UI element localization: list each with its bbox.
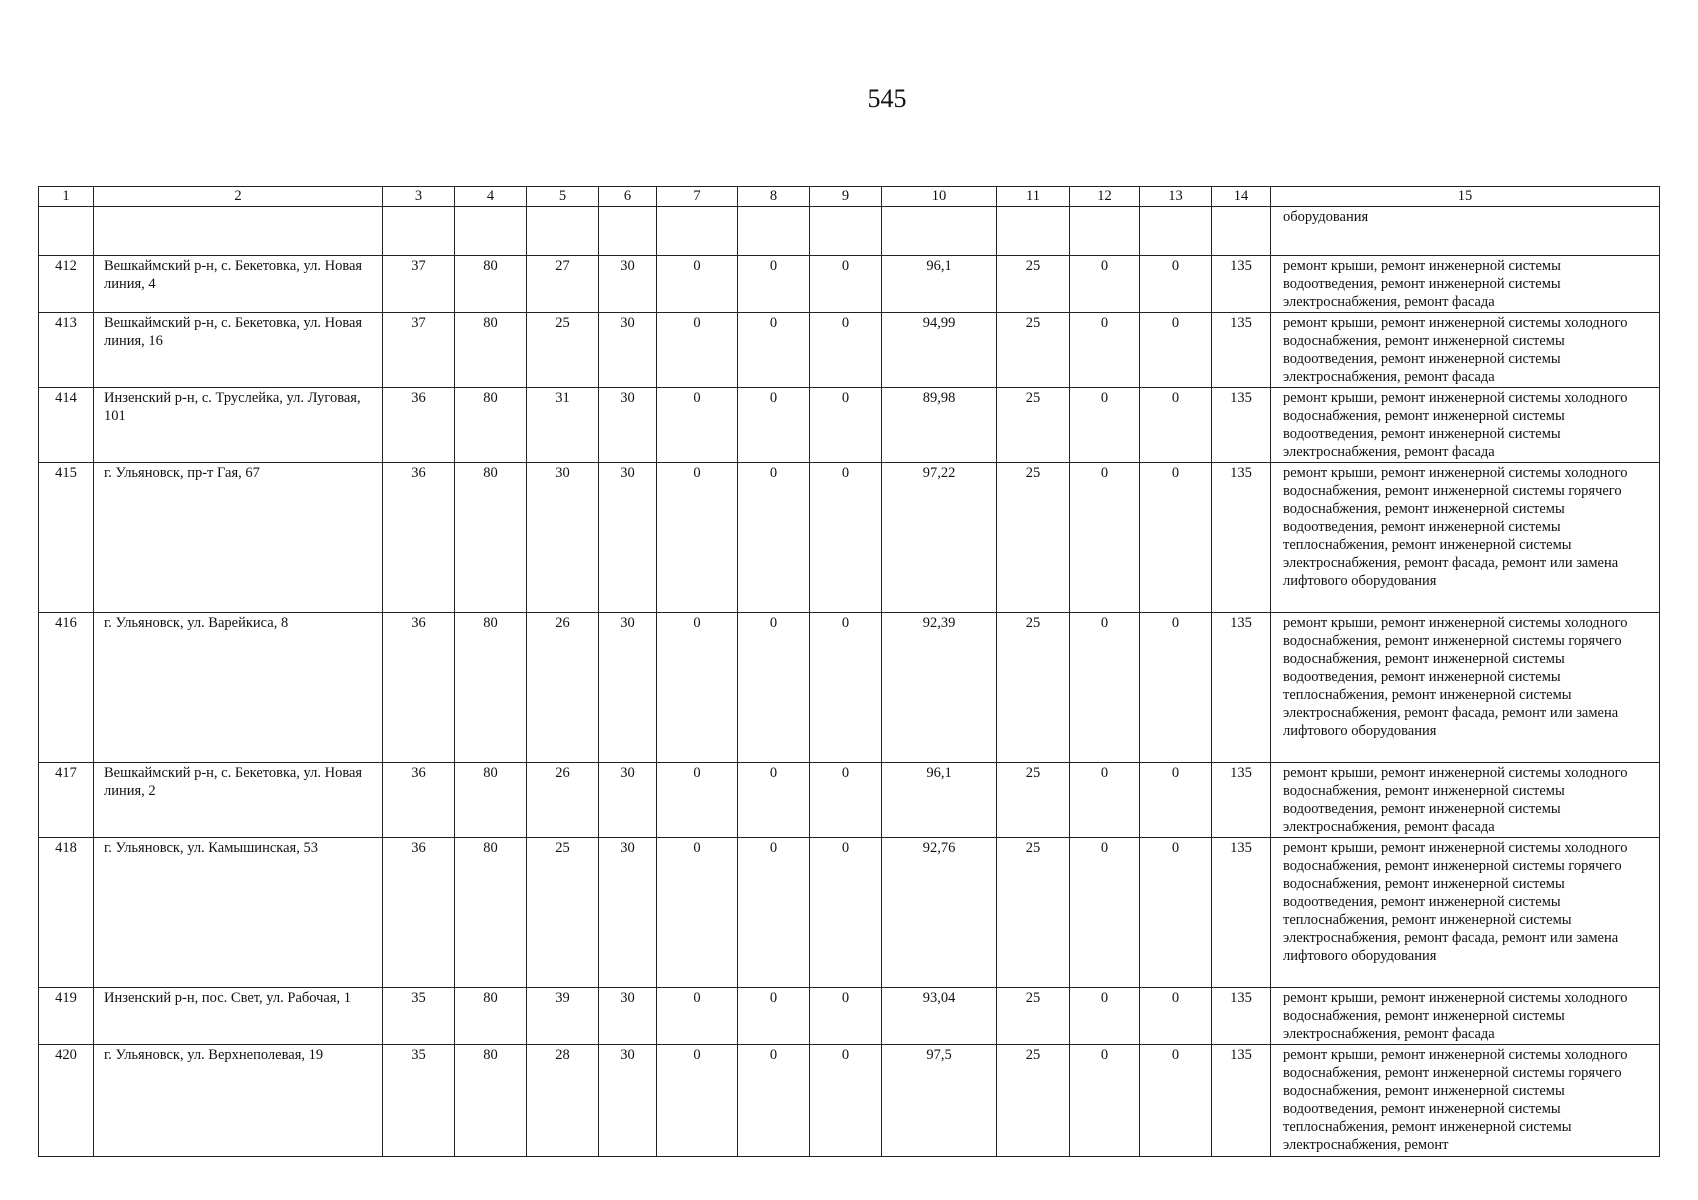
- repair-program-table: [38, 186, 1660, 1157]
- value-cell: 0: [738, 463, 810, 613]
- value-cell: 80: [455, 256, 527, 313]
- address-cell: г. Ульяновск, пр-т Гая, 67: [94, 463, 383, 613]
- work-list-cell: ремонт крыши, ремонт инженерной системы холодного водоснабжения, ремонт инженерной системы водоотведения, ремонт инженерной системы электроснабжения, ремонт фасада: [1271, 763, 1660, 838]
- value-cell: 0: [1140, 463, 1212, 613]
- value-cell: 0: [738, 838, 810, 988]
- value-cell: 96,1: [882, 763, 997, 838]
- table-row: [39, 1045, 1660, 1157]
- value-cell: 0: [810, 763, 882, 838]
- value-cell: 0: [1070, 1045, 1140, 1157]
- value-cell: 80: [455, 613, 527, 763]
- value-cell: 0: [810, 613, 882, 763]
- column-header: 13: [1140, 187, 1212, 207]
- value-cell: 135: [1212, 388, 1271, 463]
- value-cell: 0: [1140, 988, 1212, 1045]
- value-cell: 0: [657, 763, 738, 838]
- value-cell: 0: [657, 988, 738, 1045]
- value-cell: 30: [599, 313, 657, 388]
- work-list-cell: ремонт крыши, ремонт инженерной системы холодного водоснабжения, ремонт инженерной системы горячего водоснабжения, ремонт инженерной системы водоотведения, ремонт инженерной системы теплоснабжения, ремонт инженерной системы электроснабжения, ремонт: [1271, 1045, 1660, 1157]
- value-cell: 25: [997, 388, 1070, 463]
- work-list-cell: ремонт крыши, ремонт инженерной системы холодного водоснабжения, ремонт инженерной системы электроснабжения, ремонт фасада: [1271, 988, 1660, 1045]
- value-cell: 30: [599, 838, 657, 988]
- value-cell: 39: [527, 988, 599, 1045]
- value-cell: 135: [1212, 313, 1271, 388]
- column-header: 6: [599, 187, 657, 207]
- value-cell: 28: [527, 1045, 599, 1157]
- value-cell: 0: [1140, 838, 1212, 988]
- value-cell: 0: [810, 838, 882, 988]
- value-cell: 80: [455, 313, 527, 388]
- value-cell: 0: [1070, 463, 1140, 613]
- value-cell: 0: [810, 388, 882, 463]
- value-cell: 0: [657, 463, 738, 613]
- column-header: 12: [1070, 187, 1140, 207]
- value-cell: 0: [738, 613, 810, 763]
- value-cell: 80: [455, 763, 527, 838]
- value-cell: 0: [1070, 763, 1140, 838]
- value-cell: 0: [738, 988, 810, 1045]
- value-cell: 0: [738, 313, 810, 388]
- value-cell: 26: [527, 613, 599, 763]
- table-row: [39, 256, 1660, 313]
- column-number-row: [39, 187, 1660, 207]
- value-cell: 89,98: [882, 388, 997, 463]
- value-cell: 93,04: [882, 988, 997, 1045]
- work-list-cell: ремонт крыши, ремонт инженерной системы холодного водоснабжения, ремонт инженерной системы водоотведения, ремонт инженерной системы электроснабжения, ремонт фасада: [1271, 313, 1660, 388]
- value-cell: 31: [527, 388, 599, 463]
- value-cell: 30: [599, 463, 657, 613]
- work-list-cell: ремонт крыши, ремонт инженерной системы холодного водоснабжения, ремонт инженерной системы горячего водоснабжения, ремонт инженерной системы водоотведения, ремонт инженерной системы теплоснабжения, ремонт инженерной системы электроснабжения, ремонт фасада, ремонт или замена лифтового оборудования: [1271, 613, 1660, 763]
- table-row: [39, 613, 1660, 763]
- value-cell: 30: [599, 988, 657, 1045]
- value-cell: 35: [383, 1045, 455, 1157]
- value-cell: 0: [1140, 256, 1212, 313]
- row-number-cell: 412: [39, 256, 94, 313]
- value-cell: 36: [383, 463, 455, 613]
- value-cell: 0: [738, 256, 810, 313]
- value-cell: 30: [527, 463, 599, 613]
- value-cell: 0: [1140, 313, 1212, 388]
- value-cell: 25: [527, 838, 599, 988]
- value-cell: 0: [1140, 763, 1212, 838]
- value-cell: 0: [1070, 838, 1140, 988]
- value-cell: 80: [455, 988, 527, 1045]
- value-cell: 0: [738, 388, 810, 463]
- address-cell: г. Ульяновск, ул. Камышинская, 53: [94, 838, 383, 988]
- value-cell: 25: [527, 313, 599, 388]
- value-cell: 135: [1212, 256, 1271, 313]
- address-cell: Вешкаймский р-н, с. Бекетовка, ул. Новая линия, 4: [94, 256, 383, 313]
- column-header: 9: [810, 187, 882, 207]
- row-number-cell: 419: [39, 988, 94, 1045]
- value-cell: 25: [997, 313, 1070, 388]
- value-cell: 0: [657, 313, 738, 388]
- value-cell: 96,1: [882, 256, 997, 313]
- row-number-cell: 418: [39, 838, 94, 988]
- work-list-cell: ремонт крыши, ремонт инженерной системы холодного водоснабжения, ремонт инженерной системы водоотведения, ремонт инженерной системы электроснабжения, ремонт фасада: [1271, 388, 1660, 463]
- value-cell: 25: [997, 838, 1070, 988]
- address-cell: Вешкаймский р-н, с. Бекетовка, ул. Новая линия, 16: [94, 313, 383, 388]
- table-row: [39, 988, 1660, 1045]
- row-number-cell: 420: [39, 1045, 94, 1157]
- column-header: 10: [882, 187, 997, 207]
- work-list-cell: оборудования: [1271, 207, 1660, 256]
- value-cell: 0: [657, 838, 738, 988]
- value-cell: 0: [1140, 388, 1212, 463]
- column-header: 3: [383, 187, 455, 207]
- value-cell: 135: [1212, 1045, 1271, 1157]
- value-cell: 30: [599, 388, 657, 463]
- value-cell: 37: [383, 256, 455, 313]
- work-list-cell: ремонт крыши, ремонт инженерной системы холодного водоснабжения, ремонт инженерной системы горячего водоснабжения, ремонт инженерной системы водоотведения, ремонт инженерной системы теплоснабжения, ремонт инженерной системы электроснабжения, ремонт фасада, ремонт или замена лифтового оборудования: [1271, 838, 1660, 988]
- value-cell: 30: [599, 613, 657, 763]
- table-row: [39, 763, 1660, 838]
- value-cell: 135: [1212, 988, 1271, 1045]
- work-list-cell: ремонт крыши, ремонт инженерной системы холодного водоснабжения, ремонт инженерной системы горячего водоснабжения, ремонт инженерной системы водоотведения, ремонт инженерной системы теплоснабжения, ремонт инженерной системы электроснабжения, ремонт фасада, ремонт или замена лифтового оборудования: [1271, 463, 1660, 613]
- value-cell: 80: [455, 838, 527, 988]
- row-number-cell: 415: [39, 463, 94, 613]
- value-cell: 92,76: [882, 838, 997, 988]
- table-row: [39, 838, 1660, 988]
- value-cell: 0: [1070, 256, 1140, 313]
- value-cell: 0: [810, 1045, 882, 1157]
- value-cell: 25: [997, 463, 1070, 613]
- value-cell: 0: [657, 256, 738, 313]
- value-cell: 0: [810, 463, 882, 613]
- value-cell: 36: [383, 838, 455, 988]
- address-cell: Вешкаймский р-н, с. Бекетовка, ул. Новая линия, 2: [94, 763, 383, 838]
- value-cell: 135: [1212, 463, 1271, 613]
- table-row: [39, 463, 1660, 613]
- value-cell: 0: [738, 763, 810, 838]
- column-header: 7: [657, 187, 738, 207]
- work-list-cell: ремонт крыши, ремонт инженерной системы водоотведения, ремонт инженерной системы электроснабжения, ремонт фасада: [1271, 256, 1660, 313]
- value-cell: 0: [657, 613, 738, 763]
- value-cell: 97,5: [882, 1045, 997, 1157]
- value-cell: 0: [810, 256, 882, 313]
- column-header: 8: [738, 187, 810, 207]
- row-number-cell: 414: [39, 388, 94, 463]
- value-cell: 0: [657, 1045, 738, 1157]
- column-header: 4: [455, 187, 527, 207]
- value-cell: 25: [997, 613, 1070, 763]
- value-cell: 25: [997, 256, 1070, 313]
- value-cell: 0: [810, 988, 882, 1045]
- address-cell: г. Ульяновск, ул. Варейкиса, 8: [94, 613, 383, 763]
- column-header: 11: [997, 187, 1070, 207]
- value-cell: 0: [1070, 313, 1140, 388]
- value-cell: 0: [657, 388, 738, 463]
- value-cell: 0: [810, 313, 882, 388]
- value-cell: 36: [383, 388, 455, 463]
- value-cell: 94,99: [882, 313, 997, 388]
- address-cell: Инзенский р-н, пос. Свет, ул. Рабочая, 1: [94, 988, 383, 1045]
- row-number-cell: 413: [39, 313, 94, 388]
- value-cell: 92,39: [882, 613, 997, 763]
- value-cell: 25: [997, 763, 1070, 838]
- column-header: 5: [527, 187, 599, 207]
- value-cell: 36: [383, 613, 455, 763]
- value-cell: 25: [997, 1045, 1070, 1157]
- value-cell: 27: [527, 256, 599, 313]
- value-cell: 37: [383, 313, 455, 388]
- value-cell: 30: [599, 256, 657, 313]
- column-header: 1: [39, 187, 94, 207]
- page-number: 545: [867, 84, 907, 113]
- value-cell: 80: [455, 388, 527, 463]
- value-cell: 0: [1070, 988, 1140, 1045]
- address-cell: Инзенский р-н, с. Труслейка, ул. Луговая, 101: [94, 388, 383, 463]
- value-cell: 0: [1140, 613, 1212, 763]
- table-body: [39, 187, 1660, 1157]
- continuation-row: [39, 207, 1660, 256]
- value-cell: 135: [1212, 763, 1271, 838]
- value-cell: 0: [738, 1045, 810, 1157]
- value-cell: 36: [383, 763, 455, 838]
- address-cell: г. Ульяновск, ул. Верхнеполевая, 19: [94, 1045, 383, 1157]
- value-cell: 80: [455, 1045, 527, 1157]
- value-cell: 30: [599, 1045, 657, 1157]
- row-number-cell: 417: [39, 763, 94, 838]
- value-cell: 0: [1070, 388, 1140, 463]
- row-number-cell: 416: [39, 613, 94, 763]
- value-cell: 35: [383, 988, 455, 1045]
- value-cell: 135: [1212, 838, 1271, 988]
- column-header: 2: [94, 187, 383, 207]
- value-cell: 80: [455, 463, 527, 613]
- value-cell: 26: [527, 763, 599, 838]
- table-row: [39, 313, 1660, 388]
- value-cell: 0: [1140, 1045, 1212, 1157]
- column-header: 14: [1212, 187, 1271, 207]
- table-row: [39, 388, 1660, 463]
- value-cell: 30: [599, 763, 657, 838]
- value-cell: 135: [1212, 613, 1271, 763]
- value-cell: 0: [1070, 613, 1140, 763]
- value-cell: 97,22: [882, 463, 997, 613]
- value-cell: 25: [997, 988, 1070, 1045]
- column-header: 15: [1271, 187, 1660, 207]
